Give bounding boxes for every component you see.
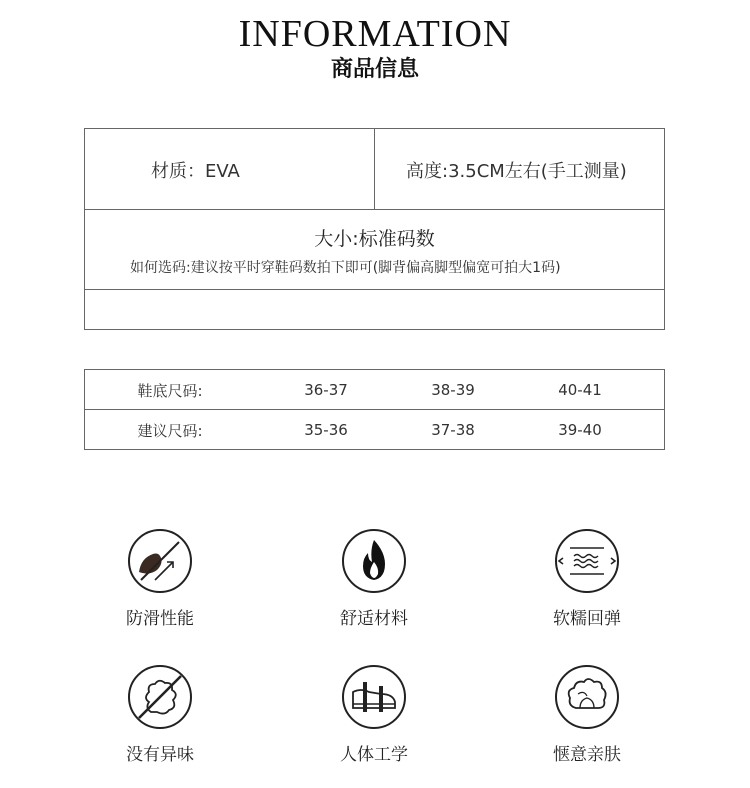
size-note: 如何选码:建议按平时穿鞋码数拍下即可(脚背偏高脚型偏宽可拍大1码) [130,260,561,276]
title-chinese: 商品信息 [330,56,419,82]
feature-anti-slip [85,528,235,638]
feature-label: 软糯回弹 [553,609,621,629]
product-info-table [84,128,665,330]
material-cell: 材质：EVA [85,129,375,210]
size-chart-table [84,369,665,450]
feature-skin-friendly [512,664,662,774]
size-value: 37-38 [431,421,475,439]
size-value: 38-39 [431,381,475,399]
size-value: 40-41 [558,381,602,399]
feature-no-odor [85,664,235,774]
size-value: 39-40 [558,421,602,439]
row-label: 鞋底尺码: [137,381,203,400]
feature-ergonomic [299,664,449,774]
info-row-material-height [85,129,664,210]
info-row-size [85,210,664,290]
row-label: 建议尺码: [137,421,203,440]
size-value: 36-37 [304,381,348,399]
feature-soft-rebound [512,528,662,638]
rebound-wave-icon [554,528,620,594]
size-title: 大小:标准码数 [314,228,435,250]
title-english: INFORMATION [238,13,512,55]
feature-label: 舒适材料 [340,609,408,629]
no-odor-icon [127,664,193,730]
cotton-icon [554,664,620,730]
height-cell: 高度:3.5CM左右(手工测量) [406,160,627,182]
size-value: 35-36 [304,421,348,439]
table-row [85,370,664,410]
feature-label: 惬意亲肤 [553,745,621,765]
ergonomic-shoe-icon [341,664,407,730]
feature-comfort-material [299,528,449,638]
feature-label: 人体工学 [340,745,408,765]
feature-label: 没有异味 [126,745,194,765]
flame-icon [341,528,407,594]
table-row [85,410,664,450]
anti-slip-shoe-icon [127,528,193,594]
feature-label: 防滑性能 [126,609,194,629]
